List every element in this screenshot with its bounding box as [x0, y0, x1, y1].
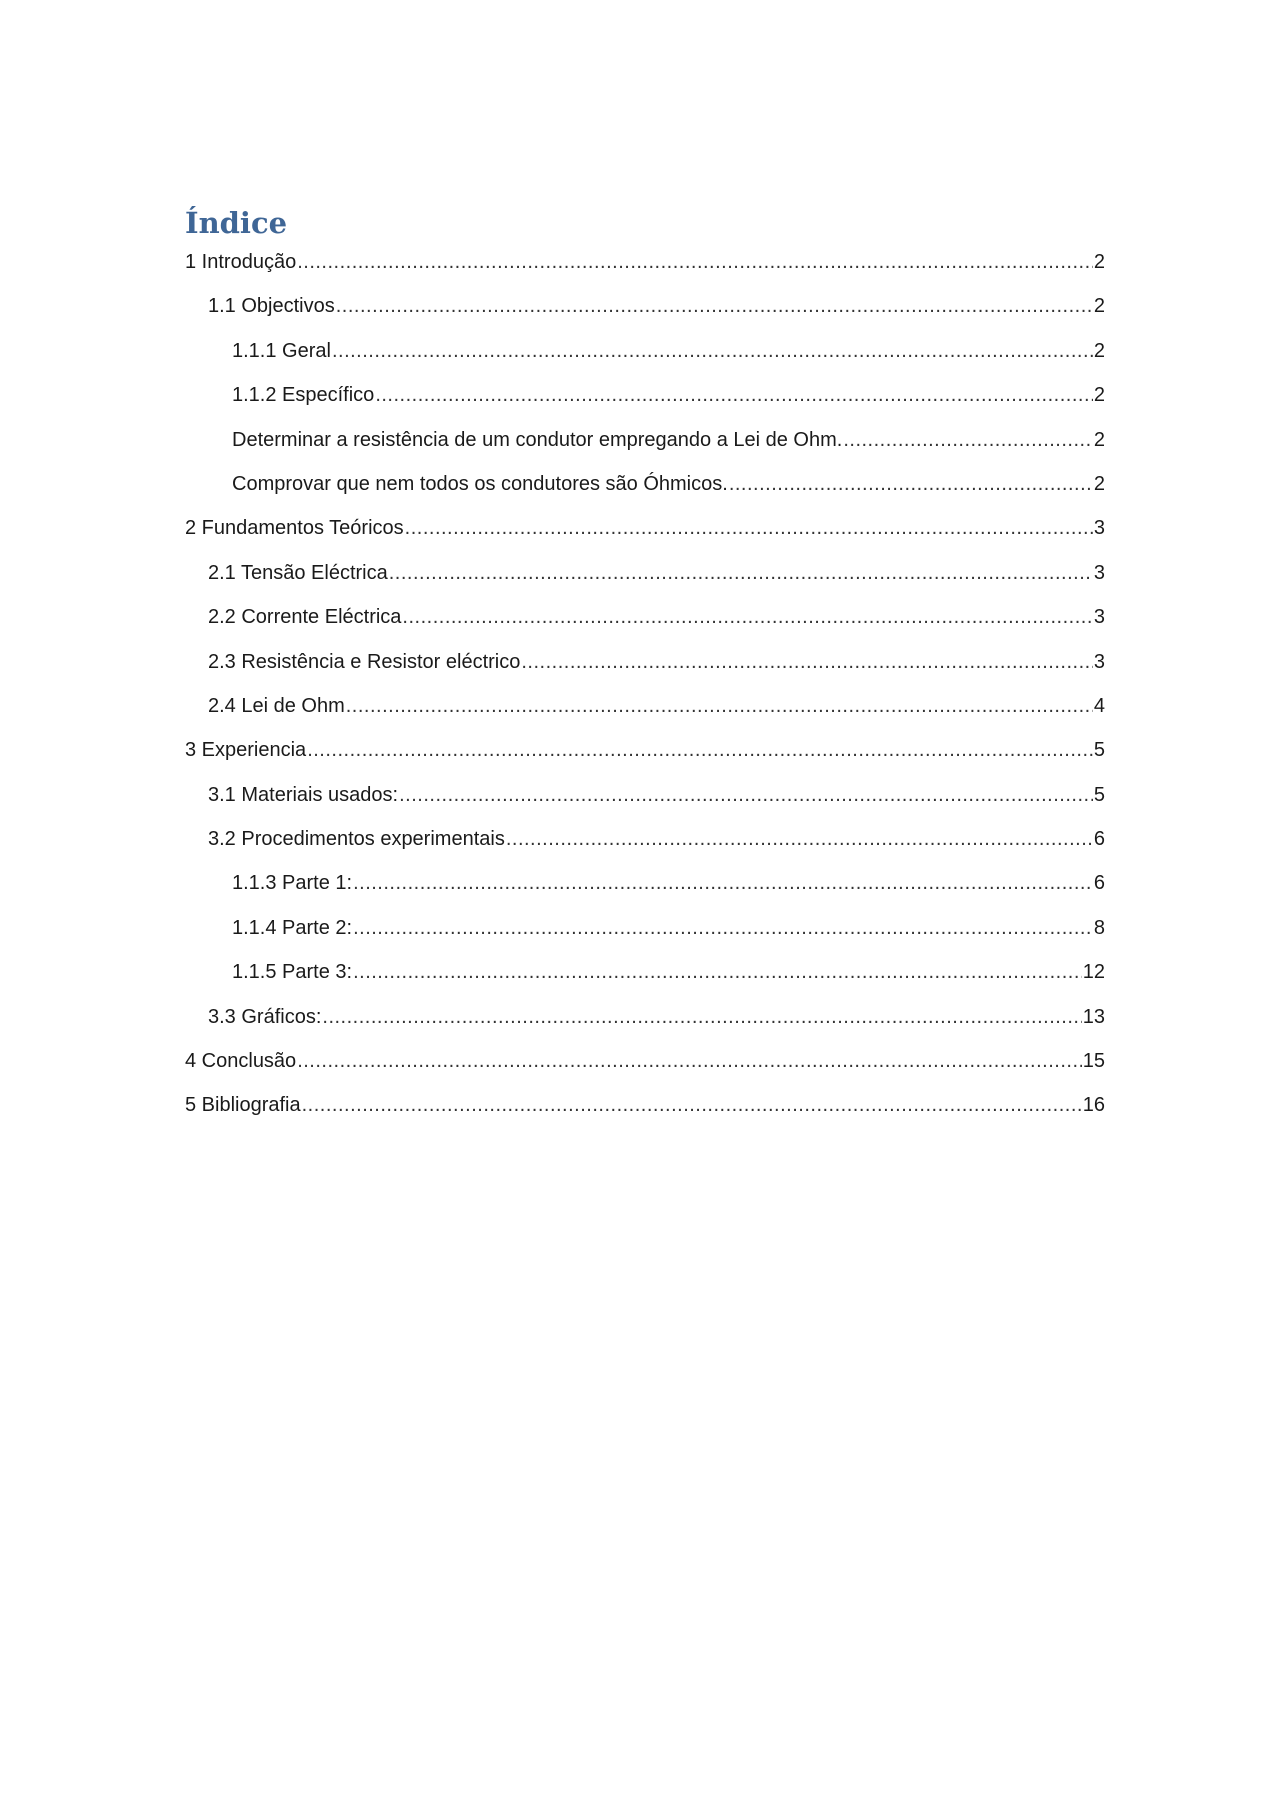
toc-page-number: 12 [1082, 961, 1105, 984]
toc-page-number: 3 [1093, 650, 1105, 673]
toc-entry-text: 1.1 Objectivos [208, 295, 335, 318]
toc-page-number: 8 [1093, 916, 1105, 939]
toc-page-number: 5 [1093, 739, 1105, 762]
toc-entry-text: 1.1.2 Específico [232, 384, 375, 407]
toc-entry-text: Determinar a resistência de um condutor empregando a Lei de Ohm. [232, 428, 843, 451]
toc-page-number: 2 [1093, 428, 1105, 451]
toc-leader-dots [346, 684, 1093, 728]
table-of-contents [185, 240, 1105, 1128]
toc-entry-text: 1 Introdução [185, 251, 297, 273]
toc-entry[interactable] [185, 329, 1105, 373]
toc-entry[interactable] [185, 373, 1105, 417]
toc-entry-text: 3.3 Gráficos: [208, 1005, 322, 1028]
toc-page-number: 2 [1093, 472, 1105, 495]
toc-leader-dots [402, 595, 1092, 639]
toc-entry[interactable] [185, 462, 1105, 506]
toc-entry[interactable] [185, 595, 1105, 639]
toc-leader-dots [405, 506, 1093, 550]
toc-leader-dots [332, 329, 1093, 373]
toc-entry-text: 2.2 Corrente Eléctrica [208, 606, 402, 629]
toc-leader-dots [506, 817, 1093, 861]
toc-page-number: 2 [1093, 384, 1105, 407]
toc-page-number: 16 [1082, 1094, 1105, 1117]
toc-entry[interactable] [185, 640, 1105, 684]
toc-entry-text: 2.3 Resistência e Resistor eléctrico [208, 650, 521, 673]
toc-leader-dots [336, 284, 1093, 328]
toc-page-number: 6 [1093, 828, 1105, 851]
toc-leader-dots [297, 240, 1093, 284]
toc-leader-dots [399, 773, 1093, 817]
toc-entry-text: 4 Conclusão [185, 1050, 297, 1073]
toc-entry-text: 3.2 Procedimentos experimentais [208, 828, 505, 851]
toc-entry-text: 2 Fundamentos Teóricos [185, 517, 404, 540]
toc-title: Índice [185, 206, 288, 240]
toc-entry[interactable] [185, 284, 1105, 328]
toc-page-number: 3 [1093, 606, 1105, 629]
toc-entry-text: 5 Bibliografia [185, 1094, 301, 1117]
toc-entry-text: 3.1 Materiais usados: [208, 783, 399, 806]
toc-leader-dots [353, 906, 1093, 950]
toc-entry[interactable] [185, 1083, 1105, 1127]
toc-page-number: 2 [1093, 251, 1105, 273]
toc-leader-dots [322, 995, 1081, 1039]
toc-entry[interactable] [185, 906, 1105, 950]
toc-entry[interactable] [185, 861, 1105, 905]
toc-page-number: 2 [1093, 295, 1105, 318]
toc-leader-dots [307, 728, 1093, 772]
toc-entry[interactable] [185, 506, 1105, 550]
toc-entry-text: 1.1.1 Geral [232, 339, 331, 362]
toc-page-number: 3 [1093, 517, 1105, 540]
toc-entry[interactable] [185, 418, 1105, 462]
toc-entry[interactable] [185, 240, 1105, 284]
toc-leader-dots [389, 551, 1093, 595]
toc-leader-dots [302, 1083, 1082, 1127]
toc-page-number: 3 [1093, 561, 1105, 584]
toc-entry-text: 1.1.5 Parte 3: [232, 961, 353, 984]
toc-entry[interactable] [185, 950, 1105, 994]
toc-entry-text: 1.1.4 Parte 2: [232, 916, 353, 939]
toc-leader-dots [297, 1039, 1082, 1083]
toc-page-number: 13 [1082, 1005, 1105, 1028]
toc-entry-text: 2.1 Tensão Eléctrica [208, 561, 388, 584]
toc-entry-text: 3 Experiencia [185, 739, 307, 762]
toc-page-number: 5 [1093, 783, 1105, 806]
toc-entry[interactable] [185, 817, 1105, 861]
toc-entry-text: 2.4 Lei de Ohm [208, 694, 345, 717]
toc-entry-text: Comprovar que nem todos os condutores são Óhmicos. [232, 472, 728, 495]
toc-leader-dots [521, 640, 1093, 684]
toc-entry[interactable] [185, 684, 1105, 728]
toc-entry[interactable] [185, 728, 1105, 772]
toc-leader-dots [375, 373, 1093, 417]
toc-leader-dots [729, 462, 1093, 506]
toc-leader-dots [353, 950, 1082, 994]
toc-entry-text: 1.1.3 Parte 1: [232, 872, 353, 895]
toc-entry[interactable] [185, 551, 1105, 595]
toc-entry[interactable] [185, 773, 1105, 817]
toc-page-number: 6 [1093, 872, 1105, 895]
toc-entry[interactable] [185, 1039, 1105, 1083]
toc-page-number: 4 [1093, 694, 1105, 717]
toc-page-number: 2 [1093, 339, 1105, 362]
toc-page-number: 15 [1082, 1050, 1105, 1073]
toc-leader-dots [353, 861, 1093, 905]
toc-leader-dots [843, 418, 1093, 462]
toc-entry[interactable] [185, 995, 1105, 1039]
